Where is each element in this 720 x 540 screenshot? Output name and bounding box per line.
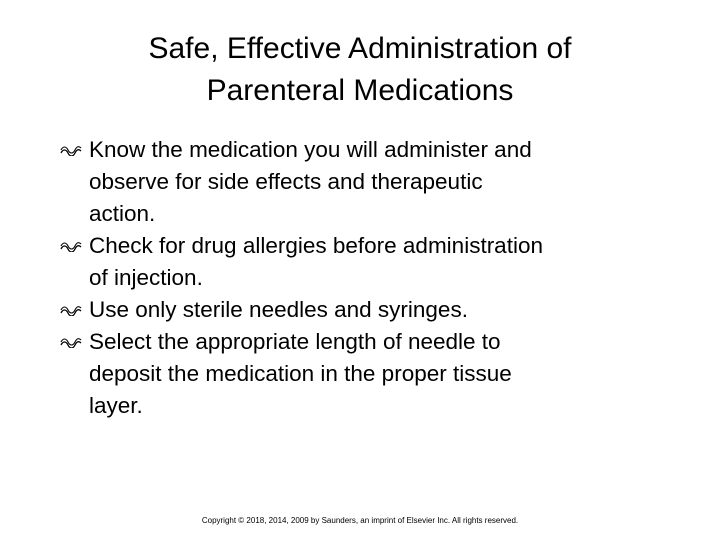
bullet-line: Select the appropriate length of needle to <box>89 329 501 354</box>
bullet-line: action. <box>89 201 156 226</box>
bullet-item <box>60 326 680 422</box>
bullet-item <box>60 294 680 326</box>
bullet-line: deposit the medication in the proper tissue <box>89 361 512 386</box>
wave-bullet-icon <box>60 306 82 316</box>
bullet-line: Know the medication you will administer and <box>89 137 532 162</box>
slide-title <box>60 28 660 112</box>
title-line-1: Safe, Effective Administration of <box>148 32 572 65</box>
bullet-line: of injection. <box>89 265 203 290</box>
bullet-item <box>60 134 680 230</box>
copyright-footer: Copyright © 2018, 2014, 2009 by Saunders, an imprint of Elsevier Inc. All rights reserved. <box>201 516 519 525</box>
wave-bullet-icon <box>60 338 82 348</box>
bullet-line: layer. <box>89 393 143 418</box>
bullet-item <box>60 230 680 294</box>
bullet-list <box>60 134 680 422</box>
bullet-line: Check for drug allergies before administration <box>89 233 543 258</box>
bullet-line: observe for side effects and therapeutic <box>89 169 483 194</box>
title-line-2: Parenteral Medications <box>206 74 514 107</box>
wave-bullet-icon <box>60 146 82 156</box>
bullet-line: Use only sterile needles and syringes. <box>89 297 468 322</box>
wave-bullet-icon <box>60 242 82 252</box>
